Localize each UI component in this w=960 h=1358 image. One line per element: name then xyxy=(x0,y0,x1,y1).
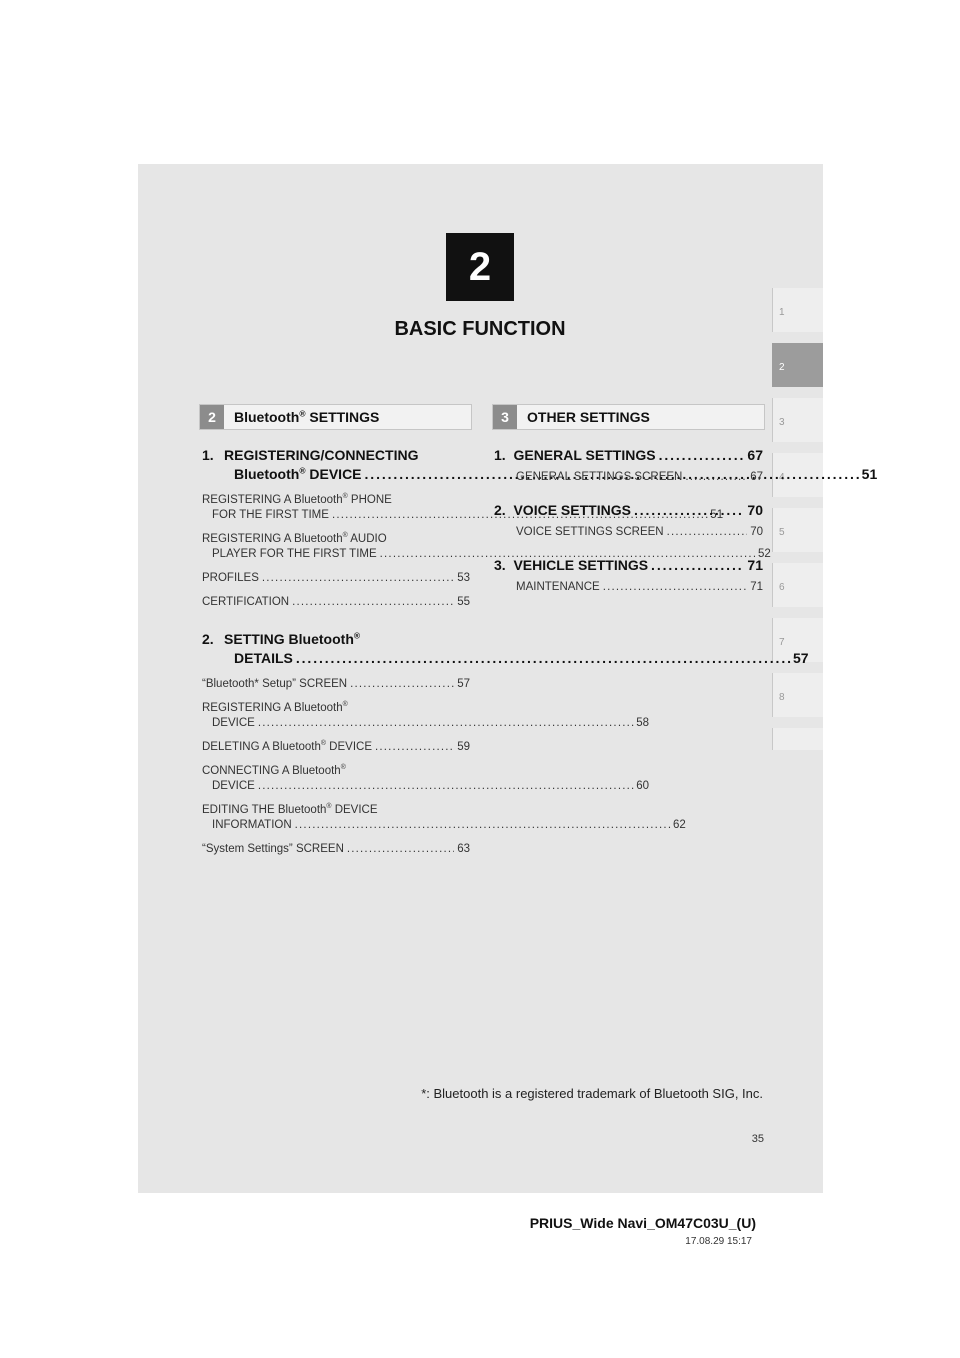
document-date: 17.08.29 15:17 xyxy=(685,1236,752,1247)
chapter-tab-index[interactable] xyxy=(772,728,823,750)
chapter-tab-7[interactable]: 7 xyxy=(772,618,823,662)
toc-subentry[interactable]: CONNECTING A Bluetooth® DEVICE. . . 60 xyxy=(202,764,470,794)
toc-subentry[interactable]: REGISTERING A Bluetooth® AUDIO PLAYER FOR THE FIRST TIME. . . 52 xyxy=(202,532,470,562)
toc-subentry[interactable]: VOICE SETTINGS SCREEN . . . 70 xyxy=(494,525,763,540)
chapter-tab-1[interactable]: 1 xyxy=(772,288,823,332)
document-id: PRIUS_Wide Navi_OM47C03U_(U) xyxy=(529,1215,756,1231)
chapter-tab-3[interactable]: 3 xyxy=(772,398,823,442)
chapter-tab-4[interactable]: 4 xyxy=(772,453,823,497)
toc-entry-registering-connecting[interactable]: 1. REGISTERING/CONNECTING Bluetooth® DEVICE. . . 51 xyxy=(202,446,470,484)
toc-subentry[interactable]: MAINTENANCE . . . 71 xyxy=(494,580,763,595)
toc-subentry[interactable]: REGISTERING A Bluetooth® PHONE FOR THE FIRST TIME. . . 51 xyxy=(202,493,470,523)
chapter-tab-5[interactable]: 5 xyxy=(772,508,823,552)
toc-subentry[interactable]: EDITING THE Bluetooth® DEVICE INFORMATION. . . 62 xyxy=(202,803,470,833)
chapter-tab-8[interactable]: 8 xyxy=(772,673,823,717)
footnote: *: Bluetooth is a registered trademark of Bluetooth SIG, Inc. xyxy=(421,1086,763,1101)
toc-subentry[interactable]: REGISTERING A Bluetooth® DEVICE. . . 58 xyxy=(202,701,470,731)
toc-entry-setting-details[interactable]: 2. SETTING Bluetooth® DETAILS. . . 57 xyxy=(202,630,470,668)
section-number: 3 xyxy=(493,405,517,429)
toc-subentry[interactable]: DELETING A Bluetooth® DEVICE . . . 59 xyxy=(202,740,470,755)
section-title: OTHER SETTINGS xyxy=(527,409,650,425)
section-number: 2 xyxy=(200,405,224,429)
section-title: Bluetooth® SETTINGS xyxy=(234,408,380,425)
chapter-number-box xyxy=(446,233,514,301)
toc-entry-general-settings[interactable]: 1. GENERAL SETTINGS . . . 67 xyxy=(494,446,763,465)
chapter-tab-6[interactable]: 6 xyxy=(772,563,823,607)
chapter-title: BASIC FUNCTION xyxy=(394,318,566,340)
toc-subentry[interactable]: PROFILES . . . 53 xyxy=(202,571,470,586)
chapter-number: 2 xyxy=(468,244,492,289)
toc-right-column xyxy=(494,446,763,595)
chapter-tabs xyxy=(772,288,823,761)
toc-subentry[interactable]: “System Settings” SCREEN . . . 63 xyxy=(202,842,470,857)
section-header-other-settings xyxy=(492,404,765,430)
toc-entry-voice-settings[interactable]: 2. VOICE SETTINGS . . . 70 xyxy=(494,501,763,520)
chapter-tab-2[interactable]: 2 xyxy=(772,343,823,387)
section-header-bluetooth xyxy=(199,404,472,430)
toc-subentry[interactable]: CERTIFICATION . . . 55 xyxy=(202,595,470,610)
page-number: 35 xyxy=(751,1133,764,1145)
toc-entry-vehicle-settings[interactable]: 3. VEHICLE SETTINGS . . . 71 xyxy=(494,556,763,575)
toc-subentry[interactable]: “Bluetooth* Setup” SCREEN . . . 57 xyxy=(202,677,470,692)
toc-subentry[interactable]: GENERAL SETTINGS SCREEN . . . 67 xyxy=(494,470,763,485)
